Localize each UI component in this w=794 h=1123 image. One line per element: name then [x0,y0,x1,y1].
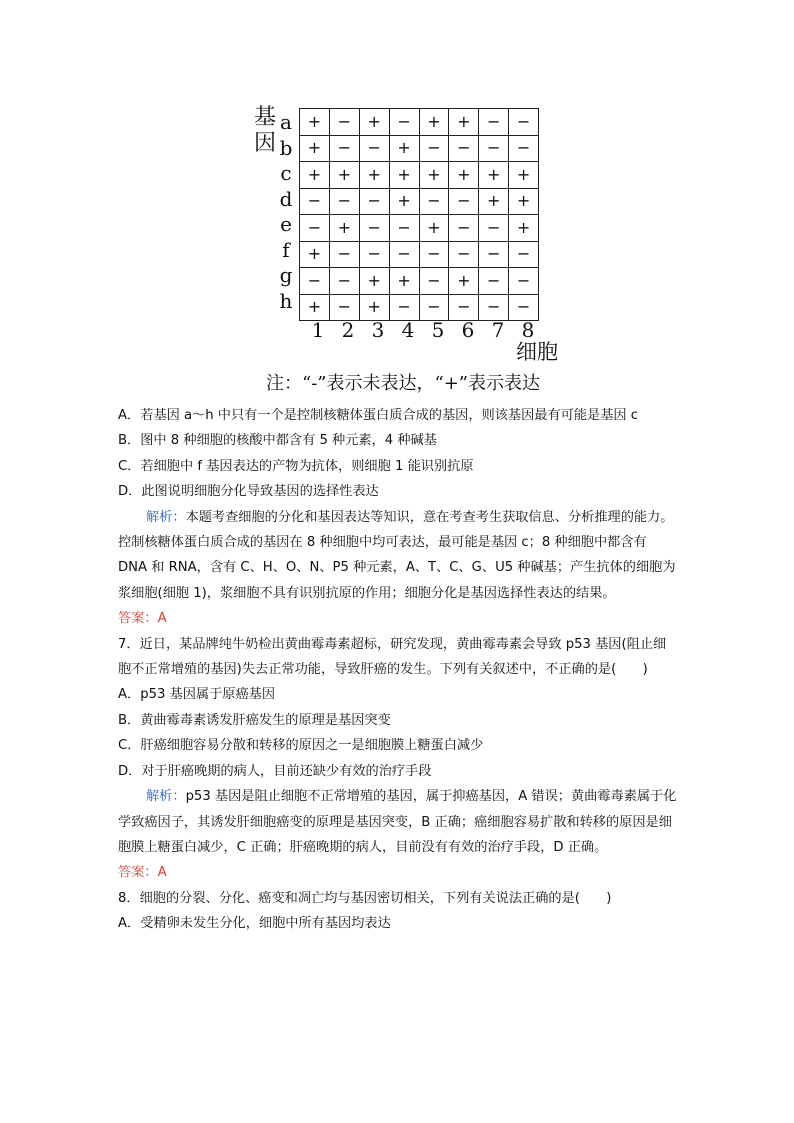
expression-cell: + [419,162,449,189]
gene-axis-label: 基因 [254,105,277,156]
expression-cell: + [300,294,330,321]
cell-number: 1 [311,318,325,342]
expression-cell: − [449,241,479,268]
gene-row-e [300,215,539,242]
expression-cell: − [419,241,449,268]
gene-letter: b [279,135,293,160]
cell-number: 7 [491,318,505,342]
q6-option-b: B．图中 8 种细胞的核酸中都含有 5 种元素，4 种碱基 [118,433,437,449]
expression-cell: − [329,109,359,136]
expression-cell: + [419,109,449,136]
cell-number: 8 [521,318,535,342]
expression-cell: − [479,294,509,321]
analysis-text: p53 基因是阻止细胞不正常增殖的基因，属于抑癌基因，A 错误；黄曲霉毒素属于化学致癌因子，其诱发肝细胞癌变的原理是基因突变，B 正确；癌细胞容易扩散和转移的原因是细胞膜上糖蛋白减少，C 正确；肝癌晚期的病人，目前没有有效的治疗手段，D 正确。 [118,789,677,855]
expression-cell: − [449,215,479,242]
answer-value: A [157,865,167,881]
cell-number: 5 [431,318,445,342]
cell-number: 2 [341,318,355,342]
answer-label: 答案： [118,865,158,881]
expression-cell: + [300,162,330,189]
q7-analysis [118,784,678,860]
expression-cell: + [389,268,419,295]
expression-cell: + [359,294,389,321]
expression-cell: − [419,188,449,215]
cell-number: 4 [401,318,415,342]
analysis-text: 本题考查细胞的分化和基因表达等知识，意在考查考生获取信息、分析推理的能力。控制核糖体蛋白质合成的基因在 8 种细胞中均可表达，最可能是基因 c；8 种细胞中都含有 DNA 和 RNA，含有 C、H、O、N、P5 种元素，A、T、C、G、U5 种碱基；产生抗体的细胞为浆细胞(细胞 1)，浆细胞不具有识别抗原的作用；细胞分化是基因选择性表达的结果。 [118,509,676,601]
analysis-label: 解析： [146,789,186,805]
expression-cell: − [479,241,509,268]
q8-stem: 8．细胞的分裂、分化、癌变和凋亡均与基因密切相关，下列有关说法正确的是( ) [118,890,612,906]
expression-cell: + [389,135,419,162]
q6-analysis [118,505,678,607]
expression-cell: + [509,162,539,189]
expression-table [299,108,539,321]
q6-option-c: C．若细胞中 f 基因表达的产物为抗体，则细胞 1 能识别抗原 [118,458,474,474]
analysis-label: 解析： [146,509,186,525]
gene-row-a [300,109,539,136]
expression-cell: − [329,188,359,215]
q7-stem: 7．近日，某品牌纯牛奶检出黄曲霉毒素超标，研究发现，黄曲霉毒素会导致 p53 基因(阻止细胞不正常增殖的基因)失去正常功能，导致肝癌的发生。下列有关叙述中，不正确的是( ) [118,636,667,678]
expression-cell: + [359,268,389,295]
q7-option-c: C．肝癌细胞容易分散和转移的原因之一是细胞膜上糖蛋白减少 [118,738,484,754]
expression-cell: − [509,135,539,162]
gene-letter: h [279,288,293,313]
expression-cell: − [419,135,449,162]
expression-cell: + [449,268,479,295]
q7-answer [118,860,678,885]
gene-row-h [300,294,539,321]
gene-letter: a [280,110,292,134]
expression-cell: − [419,268,449,295]
expression-cell: − [300,188,330,215]
cell-axis-label: 细胞 [516,340,558,364]
expression-cell: + [419,215,449,242]
expression-cell: + [479,188,509,215]
expression-cell: − [479,135,509,162]
gene-row-d [300,188,539,215]
expression-cell: + [389,188,419,215]
figure-note: 注：“-”表示未表达，“+”表示表达 [266,373,540,394]
expression-cell: + [300,241,330,268]
expression-cell: − [509,294,539,321]
expression-cell: + [449,109,479,136]
expression-cell: − [509,268,539,295]
expression-cell: − [329,241,359,268]
expression-cell: − [509,109,539,136]
gene-letter: c [280,161,292,185]
answer-label: 答案： [118,611,158,627]
expression-cell: − [389,215,419,242]
q6-option-d: D．此图说明细胞分化导致基因的选择性表达 [118,484,379,500]
expression-cell: + [479,162,509,189]
question-text [118,403,678,937]
expression-cell: − [449,188,479,215]
gene-row-f [300,241,539,268]
cell-number: 6 [461,318,475,342]
expression-cell: + [300,135,330,162]
expression-cell: − [359,188,389,215]
gene-letters [279,110,293,314]
gene-letter: f [282,237,290,262]
expression-cell: − [389,241,419,268]
gene-letter: g [279,263,293,287]
expression-cell: + [449,162,479,189]
expression-cell: − [479,215,509,242]
expression-cell: − [479,109,509,136]
gene-row-b [300,135,539,162]
expression-cell: − [329,135,359,162]
q7-option-a: A．p53 基因属于原癌基因 [118,687,276,703]
gene-expression-figure [0,0,794,400]
gene-letter: e [280,212,292,236]
expression-cell: + [509,215,539,242]
q6-answer [118,606,678,631]
expression-cell: − [329,294,359,321]
expression-cell: − [389,109,419,136]
gene-row-g [300,268,539,295]
expression-cell: − [300,268,330,295]
expression-cell: + [359,109,389,136]
gene-row-c [300,162,539,189]
expression-cell: − [479,268,509,295]
expression-cell: − [300,215,330,242]
q7-option-b: B．黄曲霉毒素诱发肝癌发生的原理是基因突变 [118,712,391,728]
expression-cell: − [329,268,359,295]
expression-cell: − [509,241,539,268]
expression-cell: − [359,241,389,268]
expression-cell: − [389,294,419,321]
expression-cell: + [389,162,419,189]
q8-option-a: A．受精卵未发生分化，细胞中所有基因均表达 [118,916,391,932]
expression-cell: − [449,294,479,321]
expression-cell: + [329,162,359,189]
expression-cell: + [359,162,389,189]
expression-cell: − [419,294,449,321]
expression-cell: − [359,215,389,242]
expression-cell: + [509,188,539,215]
q7-option-d: D．对于肝癌晚期的病人，目前还缺少有效的治疗手段 [118,763,432,779]
answer-value: A [157,611,167,627]
expression-cell: + [300,109,330,136]
expression-cell: − [359,135,389,162]
q6-option-a: A．若基因 a～h 中只有一个是控制核糖体蛋白质合成的基因，则该基因最有可能是基因 c [118,408,639,423]
expression-cell: + [329,215,359,242]
cell-number: 3 [371,318,385,342]
gene-letter: d [279,186,293,211]
expression-cell: − [449,135,479,162]
